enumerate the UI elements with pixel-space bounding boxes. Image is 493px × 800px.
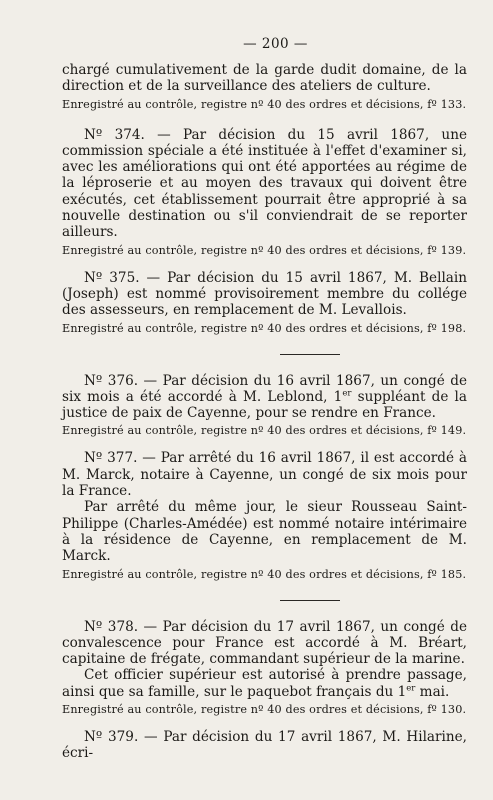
entry-375-register: Enregistré au contrôle, registre nº 40 des ordres et décisions, fº 198. — [62, 321, 467, 335]
section-divider — [280, 354, 340, 355]
entry-376-text — [62, 373, 467, 422]
entry-378-text-2 — [62, 667, 467, 700]
entry-379-text: Nº 379. — Par décision du 17 avril 1867, M. Hilarine, écri- — [62, 729, 467, 762]
entry-378-sup: er — [406, 683, 416, 694]
section-divider-2 — [280, 600, 340, 601]
entry-377-register: Enregistré au contrôle, registre nº 40 des ordres et décisions, fº 185. — [62, 567, 467, 581]
top-register-note: Enregistré au contrôle, registre nº 40 des ordres et décisions, fº 133. — [62, 97, 467, 111]
entry-378-text-2a: Cet officier supérieur est autorisé à prendre passage, ainsi que sa famille, sur le paquebot français du 1 — [62, 667, 467, 700]
entry-375-text: Nº 375. — Par décision du 15 avril 1867, M. Bellain (Joseph) est nommé provisoirement membre du collége des assesseurs, en remplacement de M. Levallois. — [62, 269, 467, 319]
entry-374-register: Enregistré au contrôle, registre nº 40 des ordres et décisions, fº 139. — [62, 243, 467, 257]
entry-377-text: Nº 377. — Par arrêté du 16 avril 1867, il est accordé à M. Marck, notaire à Cayenne, un congé de six mois pour la France. — [62, 450, 467, 500]
entry-378-register: Enregistré au contrôle, registre nº 40 des ordres et décisions, fº 130. — [62, 703, 467, 717]
entry-376-text-a: Nº 376. — Par décision du 16 avril 1867, un congé de six mois a été accordé à M. Leblond, 1 — [62, 372, 467, 405]
entry-378-text-2b: mai. — [415, 683, 450, 700]
entry-377-text-2: Par arrêté du même jour, le sieur Rousseau Saint-Philippe (Charles-Amédée) est nommé notaire intérimaire à la résidence de Cayenne, en remplacement de M. Marck. — [62, 499, 467, 565]
entry-376-register: Enregistré au contrôle, registre nº 40 des ordres et décisions, fº 149. — [62, 424, 467, 438]
entry-376-text-b: suppléant de la justice de paix de Cayenne, pour se rendre en France. — [62, 388, 468, 422]
entry-378-text: Nº 378. — Par décision du 17 avril 1867, un congé de convalescence pour France est accordé à M. Bréart, capitaine de frégate, commandant supérieur de la marine. — [62, 618, 467, 668]
top-paragraph: chargé cumulativement de la garde dudit domaine, de la direction et de la surveillance des ateliers de culture. — [62, 62, 467, 95]
entry-374-text: Nº 374. — Par décision du 15 avril 1867, une commission spéciale a été instituée à l'effet d'examiner si, avec les améliorations qui ont été apportées au régime de la léproserie et au moyen des travaux qui doivent être exécutés, cet établissement pourrait être approprié à sa nouvelle destination ou s'il conviendrait de se reporter ailleurs. — [62, 126, 467, 241]
page-number: — 200 — — [243, 36, 308, 52]
entry-376-sup: er — [342, 388, 352, 399]
